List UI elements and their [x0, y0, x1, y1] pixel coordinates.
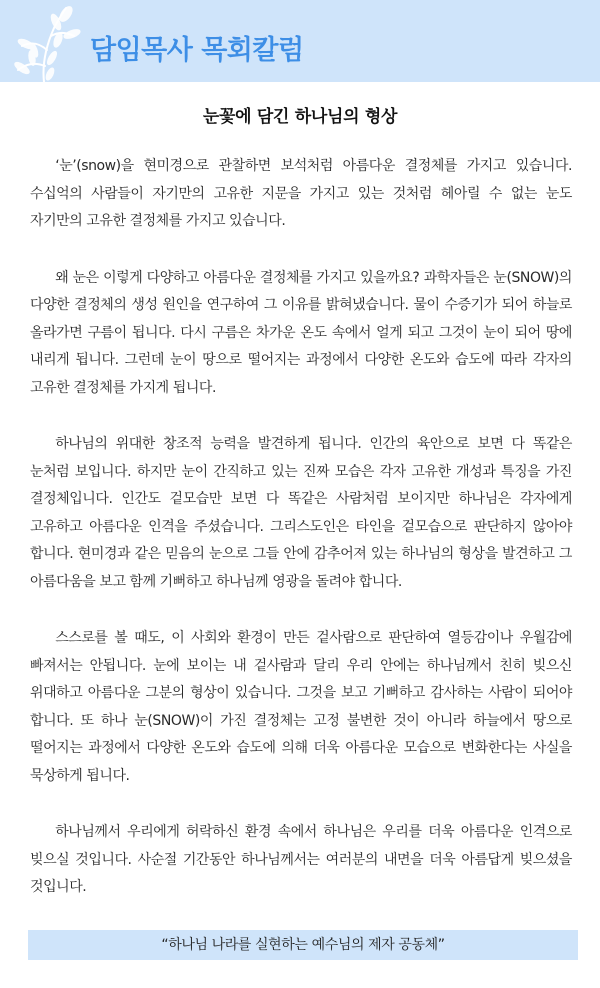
column-header [0, 0, 600, 82]
article-paragraph: 스스로를 볼 때도, 이 사회와 환경이 만든 겉사람으로 판단하여 열등감이나 우월감에 빠져서는 안됩니다. 눈에 보이는 내 겉사람과 달리 우리 안에는 하나님께서 친히 빚으신 위대하고 아름다운 그분의 형상이 있습니다. 그것을 보고 기뻐하고 감사하는 사람이 되어야 합니다. 또 하나 눈(SNOW)이 가진 결정체는 고정 불변한 것이 아니라 하늘에서 땅으로 떨어지는 과정에서 다양한 온도와 습도에 의해 더욱 아름다운 모습으로 변화한다는 사실을 묵상하게 됩니다. [30, 630, 572, 784]
article-paragraph: ‘눈’(snow)을 현미경으로 관찰하면 보석처럼 아름다운 결정체를 가지고 있습니다. 수십억의 사람들이 자기만의 고유한 지문을 가지고 있는 것처럼 헤아릴 수 없는 눈도 자기만의 고유한 결정체를 가지고 있습니다. [30, 158, 572, 229]
article-paragraph: 하나님의 위대한 창조적 능력을 발견하게 됩니다. 인간의 육안으로 보면 다 똑같은 눈처럼 보입니다. 하지만 눈이 간직하고 있는 진짜 모습은 각자 고유한 개성과 특징을 가진 결정체입니다. 인간도 겉모습만 보면 다 똑같은 사람처럼 보이지만 하나님은 각자에게 고유하고 아름다운 인격을 주셨습니다. 그리스도인은 타인을 겉모습으로 판단하지 않아야 합니다. 현미경과 같은 믿음의 눈으로 그들 안에 감추어져 있는 하나님의 형상을 발견하고 그 아름다움을 보고 함께 기뻐하고 하나님께 영광을 돌려야 합니다. [30, 436, 572, 590]
column-title: 담임목사 목회칼럼 [90, 35, 304, 66]
church-motto: “하나님 나라를 실현하는 예수님의 제자 공동체” [161, 937, 445, 953]
article-paragraph: 하나님께서 우리에게 허락하신 환경 속에서 하나님은 우리를 더욱 아름다운 인격으로 빚으실 것입니다. 사순절 기간동안 하나님께서는 여러분의 내면을 더욱 아름답게 빚으셨을 것입니다. [30, 824, 572, 895]
article-paragraph: 왜 눈은 이렇게 다양하고 아름다운 결정체를 가지고 있을까요? 과학자들은 눈(SNOW)의 다양한 결정체의 생성 원인을 연구하여 그 이유를 밝혀냈습니다. 물이 수증기가 되어 하늘로 올라가면 구름이 됩니다. 다시 구름은 차가운 온도 속에서 얼게 되고 그것이 눈이 되어 땅에 내리게 됩니다. 그런데 눈이 땅으로 떨어지는 과정에서 다양한 온도와 습도에 따라 각자의 고유한 결정체를 가지게 됩니다. [30, 269, 572, 396]
leaf-branch-icon [14, 6, 86, 82]
article-body [30, 153, 572, 931]
church-motto-banner [28, 930, 578, 960]
article-title: 눈꽃에 담긴 하나님의 형상 [202, 107, 398, 127]
